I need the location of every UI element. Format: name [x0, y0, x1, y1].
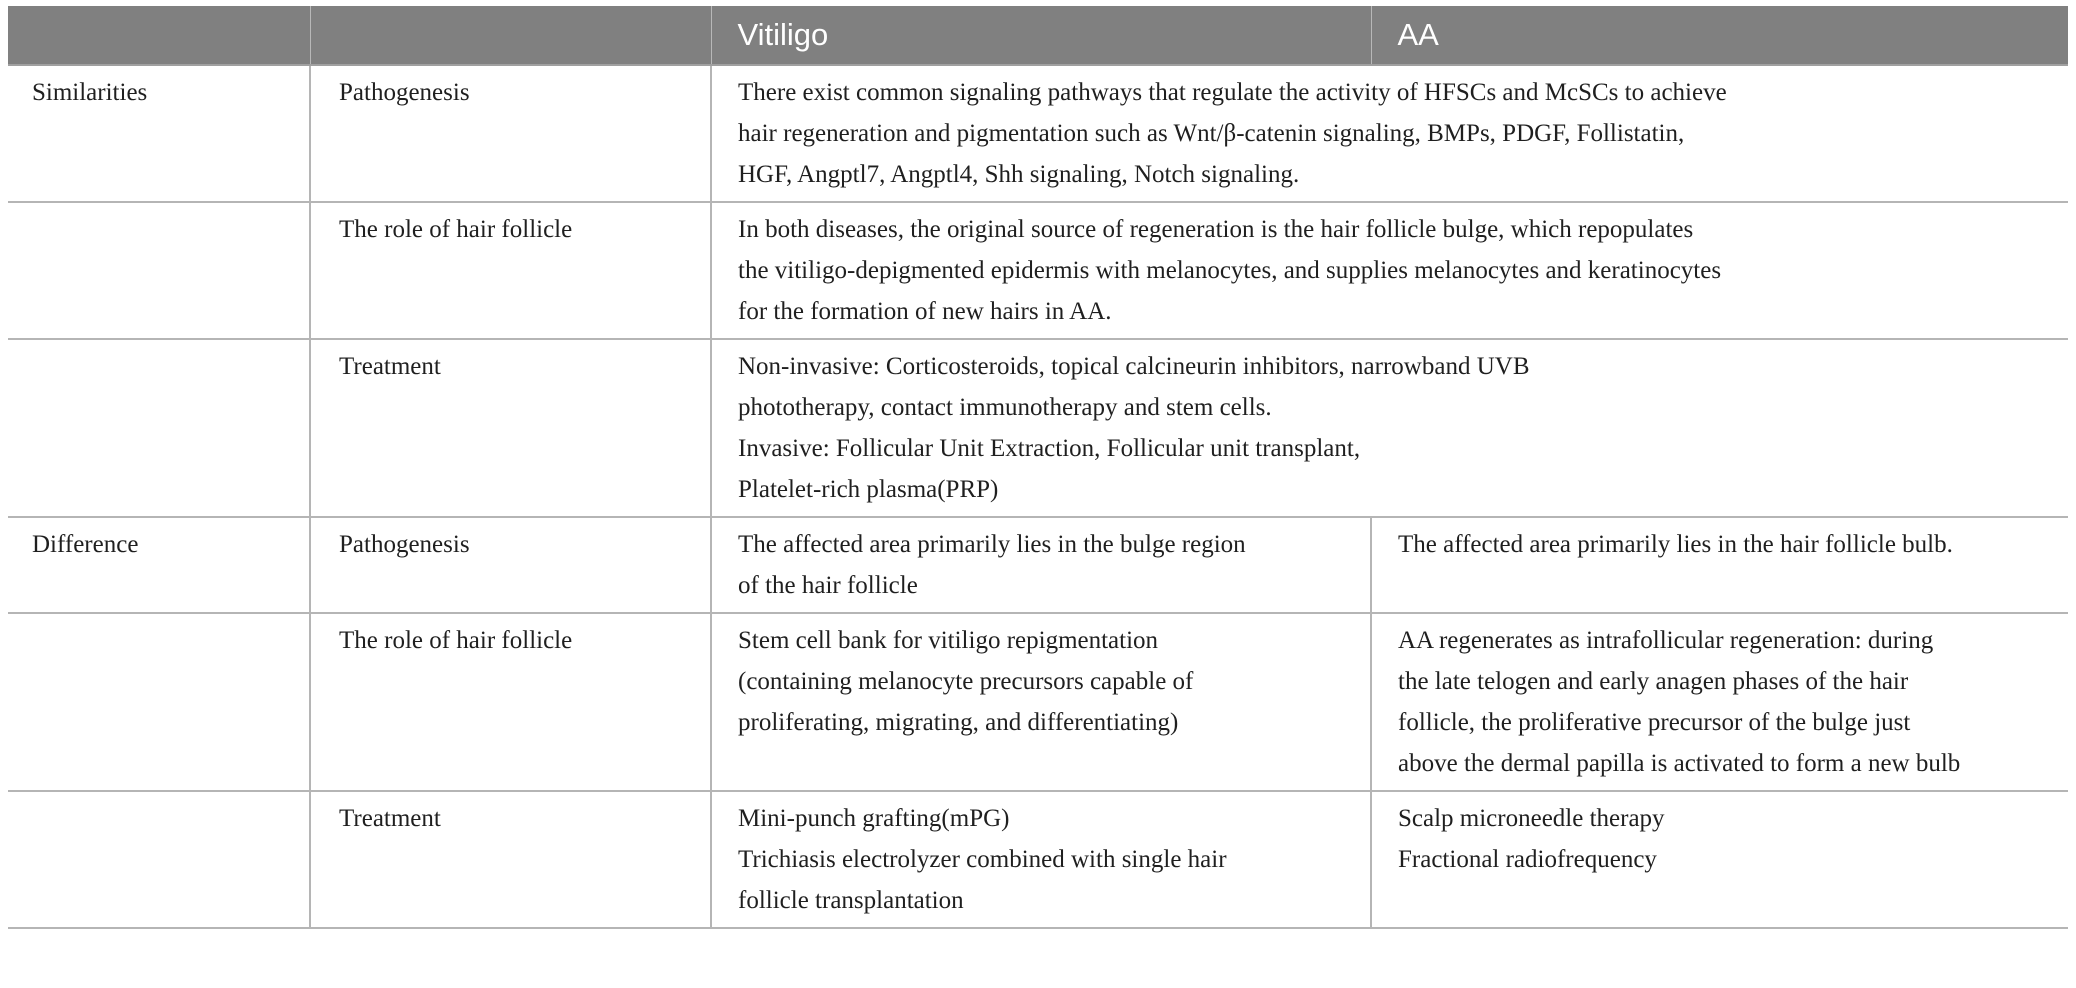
category-cell: Similarities [8, 65, 310, 202]
category-cell [8, 202, 310, 339]
text-line: above the dermal papilla is activated to form a new bulb [1398, 750, 1961, 777]
aspect-cell: The role of hair follicle [310, 613, 711, 791]
text-line: the vitiligo-depigmented epidermis with melanocytes, and supplies melanocytes and keratinocytes [738, 257, 1722, 284]
category-cell: Difference [8, 517, 310, 613]
text-line: The affected area primarily lies in the bulge region [738, 531, 1246, 558]
text-line: Trichiasis electrolyzer combined with single hair [738, 846, 1227, 873]
text-line: The affected area primarily lies in the hair follicle bulb. [1398, 531, 1953, 558]
vitiligo-cell [711, 613, 1371, 791]
text-line: proliferating, migrating, and differentiating) [738, 709, 1179, 736]
header-vitiligo: Vitiligo [711, 6, 1371, 65]
shared-description-cell [711, 65, 2068, 202]
aspect-cell: Treatment [310, 339, 711, 517]
text-line: In both diseases, the original source of regeneration is the hair follicle bulge, which repopulates [738, 216, 1694, 243]
table-row-similarities-pathogenesis [8, 65, 2068, 202]
text-line: Platelet-rich plasma(PRP) [738, 476, 999, 503]
aa-cell [1371, 613, 2068, 791]
aa-cell [1371, 517, 2068, 613]
text-line: (containing melanocyte precursors capable of [738, 668, 1194, 695]
vitiligo-cell [711, 517, 1371, 613]
aspect-cell: Pathogenesis [310, 517, 711, 613]
text-line: the late telogen and early anagen phases of the hair [1398, 668, 1909, 695]
shared-description-cell [711, 202, 2068, 339]
text-line: Scalp microneedle therapy [1398, 805, 1665, 832]
aspect-cell: The role of hair follicle [310, 202, 711, 339]
text-line: Non-invasive: Corticosteroids, topical calcineurin inhibitors, narrowband UVB [738, 353, 1530, 380]
aspect-cell: Treatment [310, 791, 711, 928]
category-cell [8, 339, 310, 517]
text-line: Mini-punch grafting(mPG) [738, 805, 1010, 832]
table-row-difference-role [8, 613, 2068, 791]
vitiligo-cell [711, 791, 1371, 928]
header-row [8, 6, 2068, 65]
table-row-difference-pathogenesis [8, 517, 2068, 613]
header-empty-1 [8, 6, 310, 65]
text-line: hair regeneration and pigmentation such as Wnt/β-catenin signaling, BMPs, PDGF, Follistatin, [738, 120, 1685, 147]
aspect-cell: Pathogenesis [310, 65, 711, 202]
header-empty-2 [310, 6, 711, 65]
header-aa: AA [1371, 6, 2068, 65]
text-line: Fractional radiofrequency [1398, 846, 1657, 873]
text-line: for the formation of new hairs in AA. [738, 298, 1112, 325]
aa-cell [1371, 791, 2068, 928]
text-line: phototherapy, contact immunotherapy and stem cells. [738, 394, 1272, 421]
text-line: There exist common signaling pathways that regulate the activity of HFSCs and McSCs to achieve [738, 79, 1727, 106]
table-row-similarities-treatment [8, 339, 2068, 517]
category-cell [8, 613, 310, 791]
comparison-table [8, 6, 2068, 929]
text-line: of the hair follicle [738, 572, 918, 599]
category-cell [8, 791, 310, 928]
table-row-difference-treatment [8, 791, 2068, 928]
text-line: follicle, the proliferative precursor of the bulge just [1398, 709, 1911, 736]
shared-description-cell [711, 339, 2068, 517]
text-line: Stem cell bank for vitiligo repigmentation [738, 627, 1159, 654]
table-row-similarities-role [8, 202, 2068, 339]
text-line: AA regenerates as intrafollicular regeneration: during [1398, 627, 1934, 654]
text-line: HGF, Angptl7, Angptl4, Shh signaling, Notch signaling. [738, 161, 1300, 188]
text-line: Invasive: Follicular Unit Extraction, Follicular unit transplant, [738, 435, 1361, 462]
text-line: follicle transplantation [738, 887, 964, 914]
